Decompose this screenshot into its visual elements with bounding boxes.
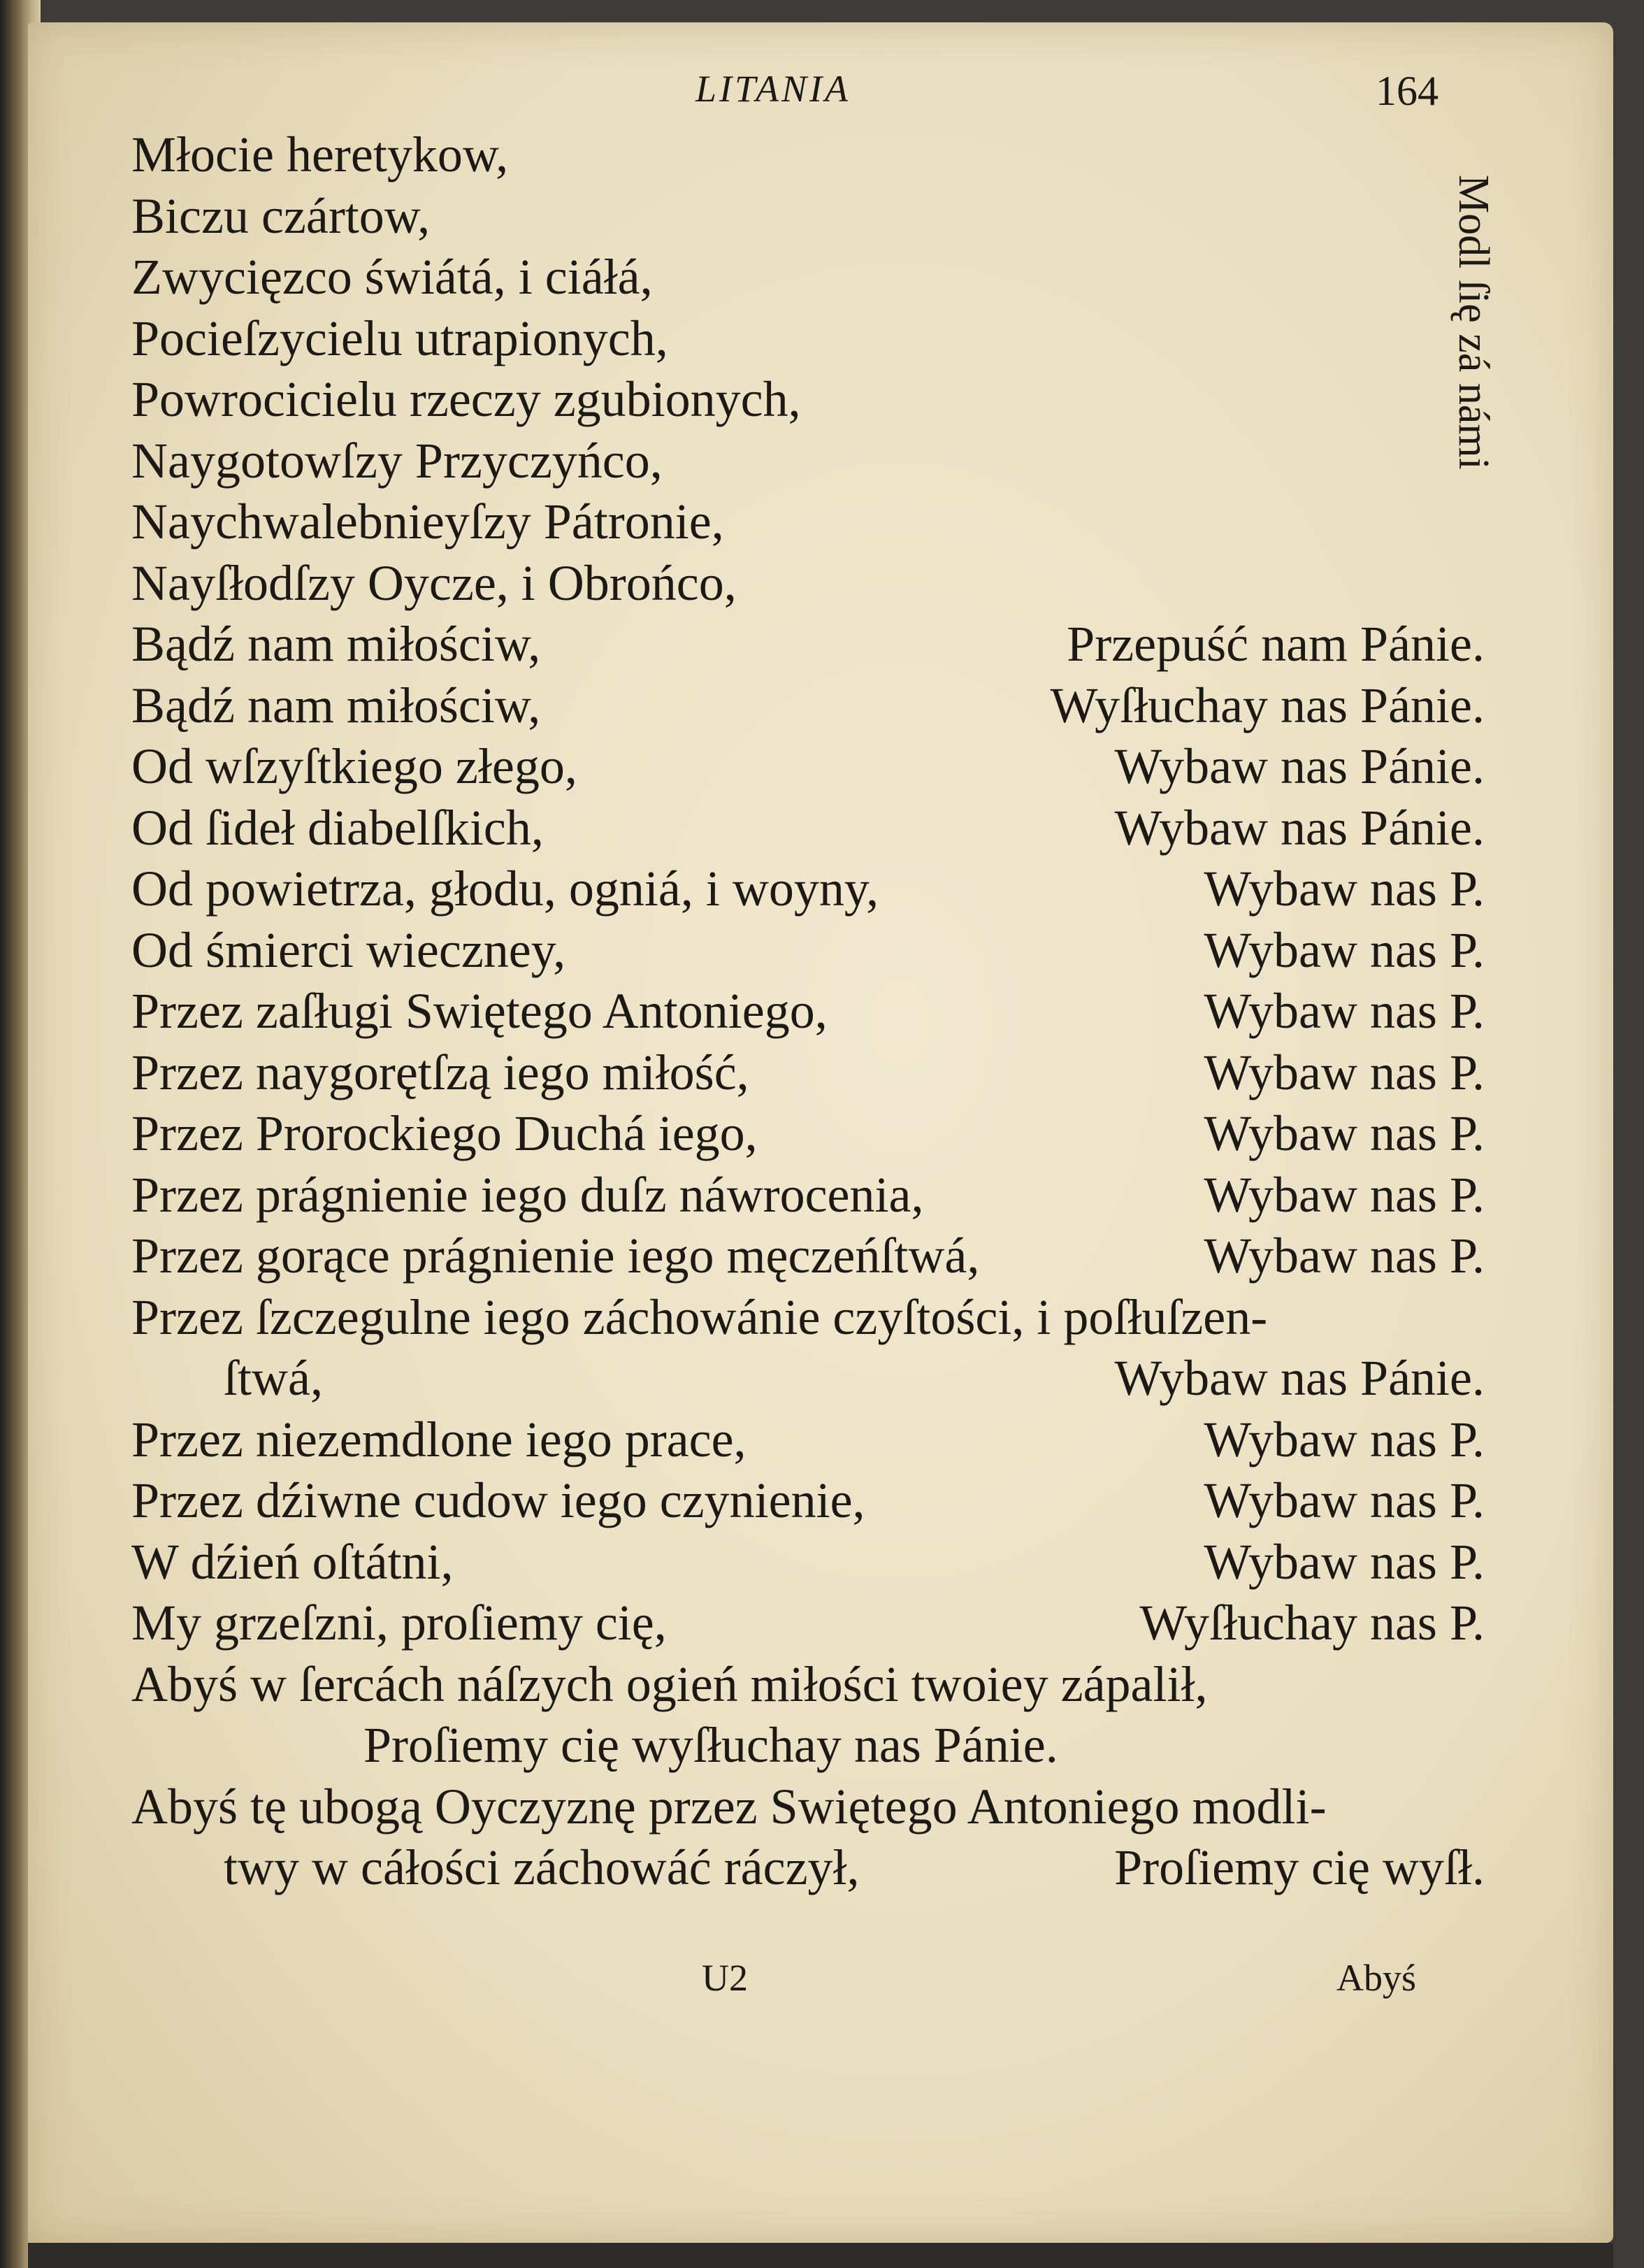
invocation-text: Przez zaſługi Swiętego Antoniego, (131, 983, 828, 1039)
invocation-text: Naychwalebnieyſzy Pátronie, (131, 494, 724, 550)
response-text: Wyſłuchay nas P. (1139, 1595, 1485, 1651)
litany-line (0, 677, 1644, 735)
response-text: Wybaw nas P. (1204, 1044, 1485, 1100)
running-head: LITANIA (695, 68, 851, 110)
response-text: Wybaw nas Pánie. (1114, 799, 1485, 856)
response-text: Wybaw nas Pánie. (1114, 1350, 1485, 1406)
litany-line (0, 1289, 1644, 1347)
litany-line (0, 1411, 1644, 1470)
response-text: Wybaw nas P. (1204, 1166, 1485, 1223)
response-text: Wybaw nas P. (1204, 1533, 1485, 1590)
litany-line (0, 432, 1644, 491)
litany-line (0, 1778, 1644, 1837)
litany-line (0, 1594, 1644, 1653)
invocation-text: Powrocicielu rzeczy zgubionych, (131, 371, 801, 427)
invocation-text: Od powietrza, głodu, ogniá, i woyny, (131, 861, 879, 917)
invocation-text: Przez Prorockiego Duchá iego, (131, 1105, 758, 1161)
invocation-text: Przez prágnienie iego duſz náwrocenia, (131, 1166, 924, 1223)
signature-mark: U2 (702, 1957, 748, 1999)
invocation-text: Przez gorące prágnienie iego męczeńſtwá, (131, 1228, 980, 1284)
litany-line (0, 1349, 1644, 1408)
litany-line (0, 738, 1644, 796)
litany-line (0, 1166, 1644, 1225)
response-text: Wybaw nas P. (1204, 1105, 1485, 1161)
invocation-text: Od wſzyſtkiego złego, (131, 738, 577, 794)
litany-line (0, 1227, 1644, 1286)
litany-line (0, 493, 1644, 552)
litany-line (0, 1716, 1644, 1775)
invocation-text: Zwycięzco świátá, i ciáłá, (131, 249, 653, 305)
litany-line (0, 615, 1644, 674)
catchword: Abyś (1336, 1957, 1417, 1999)
litany-line (0, 248, 1644, 307)
response-text: Proſiemy cię wyſł. (1114, 1839, 1485, 1895)
invocation-text: Biczu czártow, (131, 187, 431, 244)
invocation-text: ſtwá, (224, 1350, 323, 1406)
response-text: Przepuść nam Pánie. (1067, 616, 1485, 672)
litany-line (0, 1044, 1644, 1103)
response-text: Wybaw nas P. (1204, 983, 1485, 1039)
invocation-text: Nayſłodſzy Oycze, i Obrońco, (131, 554, 737, 611)
response-text: Wybaw nas P. (1204, 921, 1485, 978)
litany-line (0, 799, 1644, 858)
invocation-text: Przez dźiwne cudow iego czynienie, (131, 1472, 865, 1528)
invocation-text: Abyś w ſercách náſzych ogień miłości twoiey zápalił, (131, 1656, 1208, 1712)
response-text: Wybaw nas Pánie. (1114, 738, 1485, 794)
invocation-text: Bądź nam miłościw, (131, 677, 541, 733)
page-bottom-edge (28, 2243, 1613, 2268)
response-text: Proſiemy cię wyſłuchay nas Pánie. (363, 1717, 1058, 1773)
invocation-text: Przez naygorętſzą iego miłość, (131, 1044, 749, 1100)
page-number: 164 (1376, 68, 1438, 114)
invocation-text: Pocieſzycielu utrapionych, (131, 310, 668, 366)
invocation-text: Od śmierci wieczney, (131, 921, 566, 978)
litany-line (0, 1472, 1644, 1530)
invocation-text: Młocie heretykow, (131, 127, 509, 182)
litany-line (0, 860, 1644, 919)
litany-line (0, 187, 1644, 246)
litany-line (0, 126, 1644, 185)
litany-line (0, 1656, 1644, 1714)
invocation-text: Od ſideł diabelſkich, (131, 799, 544, 856)
invocation-text: Bądź nam miłościw, (131, 616, 541, 672)
litany-line (0, 554, 1644, 613)
litany-line (0, 982, 1644, 1041)
response-text: Wyſłuchay nas Pánie. (1050, 677, 1485, 733)
response-text: Wybaw nas P. (1204, 1472, 1485, 1528)
invocation-text: twy w cáłości záchowáć ráczył, (224, 1839, 860, 1895)
litany-line (0, 371, 1644, 429)
litany-line (0, 1105, 1644, 1163)
litany-line (0, 1533, 1644, 1592)
litany-line (0, 1839, 1644, 1897)
response-text: Wybaw nas P. (1204, 1411, 1485, 1467)
litany-line (0, 310, 1644, 368)
invocation-text: Przez ſzczegulne iego záchowánie czyſtości, i poſłuſzen- (131, 1289, 1268, 1345)
invocation-text: My grzeſzni, proſiemy cię, (131, 1595, 667, 1651)
invocation-text: Abyś tę ubogą Oyczyznę przez Swiętego Antoniego modli- (131, 1778, 1327, 1835)
invocation-text: W dźień oſtátni, (131, 1533, 454, 1590)
invocation-text: Naygotowſzy Przyczyńco, (131, 432, 663, 489)
litany-line (0, 921, 1644, 980)
response-text: Wybaw nas P. (1204, 861, 1485, 917)
response-text: Wybaw nas P. (1204, 1228, 1485, 1284)
invocation-text: Przez niezemdlone iego prace, (131, 1411, 747, 1467)
margin-note: Modl ſię zá námi (1450, 175, 1497, 470)
